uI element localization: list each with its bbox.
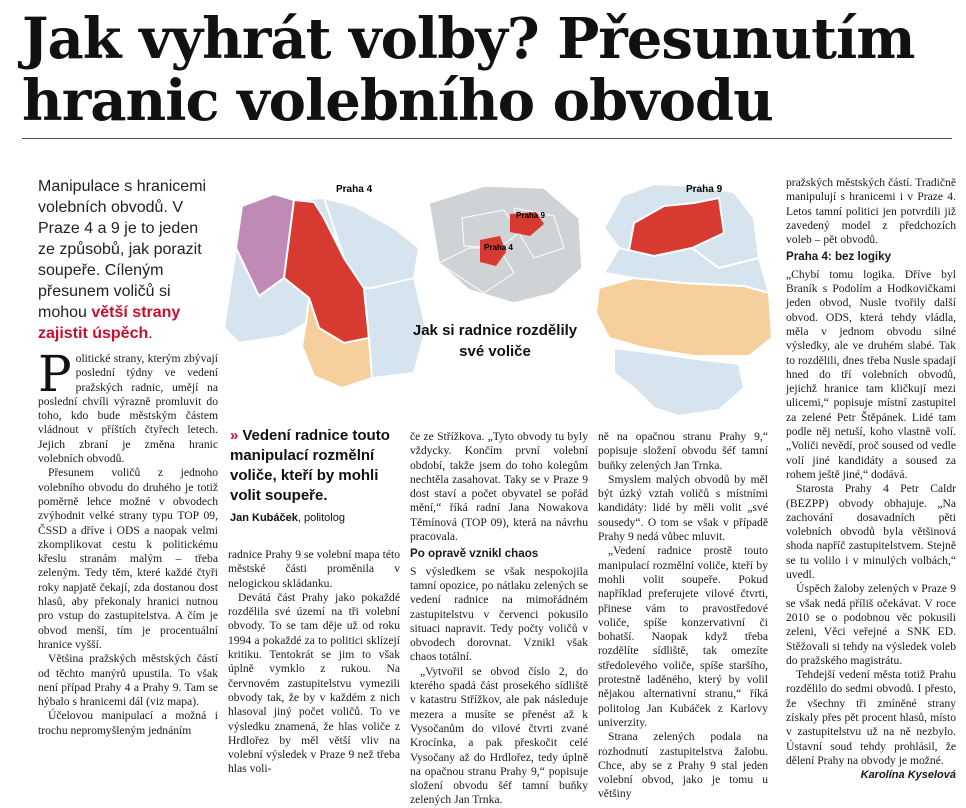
article-column-5 [786,176,956,782]
col2-para2: Devátá část Prahy jako pokaždé rozdělila své území na tři volební obvody. To se tam děje už od roku 1994 a pokaždé za to politici sklízejí kritiku. Tentokrát se jim to však úplně vymklo z rukou. Na červnovém zastupitelstvu vymezili obvody tak, že by v každém z nich hlasoval jiný počet voličů. To ve výsledku znamená, že hlas voliče z Hrdlořez by měl větší vliv na volební výsledek v Praze 9 než třeba hlas voli- [228,590,400,776]
col2-para1: radnice Prahy 9 se volební mapa této městské části proměnila v nelogickou skládanku. [228,548,400,590]
col1-para4: Účelovou manipulací a možná i trochu nepromyšleným jednáním [38,709,218,737]
col4-para1: ně na opačnou stranu Prahy 9,“ popisuje složení obvodu šéf tamní buňky zelených Jan Trnka. [598,430,768,472]
col5-para5: Tehdejší vedení města totiž Prahu rozdělilo do sedmi obvodů. I přesto, že všechny tři zmíněné strany získaly přes pět procent hlasů, místo v zastupitelstvu už na ně nezbylo. Ústavní soud tehdy prohlásil, že dělení Prahy na obvody je možné. Karolína Kyselová [786,668,956,782]
map-caption: Jak si radnice rozdělily své voliče [412,322,578,360]
lead-text: Manipulace s hranicemi volebních obvodů. V Praze 4 a 9 je to jeden ze způsobů, jak porazit soupeře. Cíleným přesunem voličů si mohou [38,178,207,321]
col1-para3: Většina pražských městských částí od těchto manýrů upustila. To však není případ Prahy 4 a Prahy 9. Tam se hýbalo s hranicemi dál (viz mapa). [38,652,218,709]
col3-para1: če ze Střížkova. „Tyto obvody tu byly vždycky. Končím první volební období, takže jsem do toho kolegům nechtěla zasahovat. Taky se v Praze 9 dost staví a počet obyvatel se pořád mění,“ říká radní Jana Nowakova Těmínová (TOP 09), která na návrhu pracovala. [410,430,588,544]
col3-para3: „Vytvořil se obvod číslo 2, do kterého spadá část prosekého sídliště v katastru Střížkov, ale pak následuje mezera a musíte se přenést až k Vysočanům do vilové čtvrti zvané Krocínka, a pak přeskočit celé Vysočany až do Hrdlořez, tedy úplně na opačnou stranu Prahy 9,“ popisuje složení obvodu šéf tamní buňky zelených Jan Trnka. [410,664,588,807]
overview-pin-praha4: Praha 4 [484,243,513,252]
byline: Karolína Kyselová [860,769,956,782]
praha9-district-blue-bottom [614,348,744,416]
article-column-2 [228,548,400,777]
article-column-4 [598,430,768,802]
col5-para4: Úspěch žaloby zelených v Praze 9 se však nedá příliš očekávat. V roce 2010 se o podobnou věc pokusili zeleni, Věci veřejné a SNK ED. Stěžovali si tehdy na výsledek voleb do pražského magistrátu. [786,582,956,667]
pull-quote-author: Jan Kubáček, politolog [230,512,345,524]
lead-highlight: větší strany zajistit úspěch [38,304,181,342]
col4-para4: Strana zelených podala na rozhodnutí zastupitelstva žalobu. Chce, aby se z Prahy 9 stal jeden volební obvod, jako je tomu u většiny [598,730,768,801]
col1-para2: Přesunem voličů z jednoho volebního obvodu do druhého je totiž poměrně lehce možné v obvodech zvýhodnit velké strany typu TOP 09, ČSSD a dříve i ODS a naopak velmi zkomplikovat cestu k politickému křeslu stranám malým – třeba zeleným. Tedy těm, které každé čtyři roky napjatě čekají, zda dostanou dost hlasů, aby překonaly hranici nutnou pro vstup do zastupitelstva. A čím je obvod menší, tím je procentuální hranice vyšší. [38,466,218,651]
praha4-map [224,194,426,388]
col4-para2: Smyslem malých obvodů by měl být úzký vztah voličů s místními kandidáty: lidé by měli volit „své sousedy“. O tom se však v případě Prahy 9 nedá vůbec mluvit. [598,472,768,544]
praha4-map-label: Praha 4 [336,184,373,195]
drop-cap: P [38,345,72,403]
overview-pin-praha9: Praha 9 [516,211,545,220]
article-column-1 [38,345,218,738]
col3-para2: S výsledkem se však nespokojila tamní opozice, po nátlaku zelených se vedení radnice na mimořádném zastupitelstvu v červenci pokusilo situaci napravit. Tedy počty voličů v obvodech dorovnat. Vznikl však chaos totální. [410,564,588,664]
headline: Jak vyhrát volby? Přesunutím hranic volebního obvodu [22,6,915,134]
quote-chevron-icon: » [230,427,239,444]
pull-quote-text: Vedení radnice touto manipulací rozmělní voliče, kteří by mohli volit soupeře. [230,427,390,504]
lead-paragraph [38,176,218,344]
article-column-3 [410,430,588,808]
col1-para1: Politické strany, kterým zbývají poslední týdny ve vedení pražských radnic, umějí na poslední chvíli výrazně promluvit do toho, kdo bude městským částem vládnout v příštích čtyřech letech. Jejich zbraní je změna hranic volebních obvodů. [38,345,218,466]
praha9-map [596,184,772,416]
col4-para3: „Vedení radnice prostě touto manipulací rozmělní voliče, kteří by mohli volit soupeře. Pokud například preferujete vilové čtvrti, přinese vám to pravostředové voliče, spíše konzervativní či bohatší. Naopak když třeba rozdělíte sídliště, tak omezíte středolevého voliče, spíše staršího, protestně laděného, který by volil nějakou alternativní stranu,“ říká politolog Jan Kubáček z Karlovy univerzity. [598,544,768,729]
praha9-district-peach [596,278,772,356]
pull-quote [230,426,400,506]
praha9-map-label: Praha 9 [686,184,723,195]
headline-divider [22,138,952,139]
lead-end: . [148,325,153,342]
col5-para1: pražských městských částí. Tradičně manipulují s hranicemi i v Praze 4. Letos tamní politici jen potvrdili již zavedený model z předchozích voleb – pět obvodů. [786,176,956,247]
maps-graphic [214,178,774,423]
col3-subheading: Po opravě vznikl chaos [410,547,539,561]
col5-subheading: Praha 4: bez logiky [786,250,892,264]
col5-para3: Starosta Prahy 4 Petr Caldr (BEZPP) obvody obhajuje. „Na zachování dosavadních pěti volebních obvodů byla většinová shoda napříč zastupitelstvem. Stejně se tu volilo i v minulých volbách,“ uvedl. [786,482,956,582]
col5-para2: „Chybí tomu logika. Dříve byl Braník s Podolím a Hodkovičkami jeden obvod, Nusle tvořily další obvod. ODS, která tehdy vládla, měla v jednom obvodu silné výsledky, ale ve druhém slabé. Tak to rozdělili, dnes třeba Nusle spadají hned do tří volebních obvodů, jejichž hranice tam kličkují mezi ulicemi,“ popisuje místní zastupitel za zelené Petr Štěpánek. Lidé tam podle něj netuší, koho vlastně volí. „Voliči nevědí, proč soused od vedle volí jiné kandidáty a soused za rohem ještě jiné,“ dodává. [786,267,956,481]
